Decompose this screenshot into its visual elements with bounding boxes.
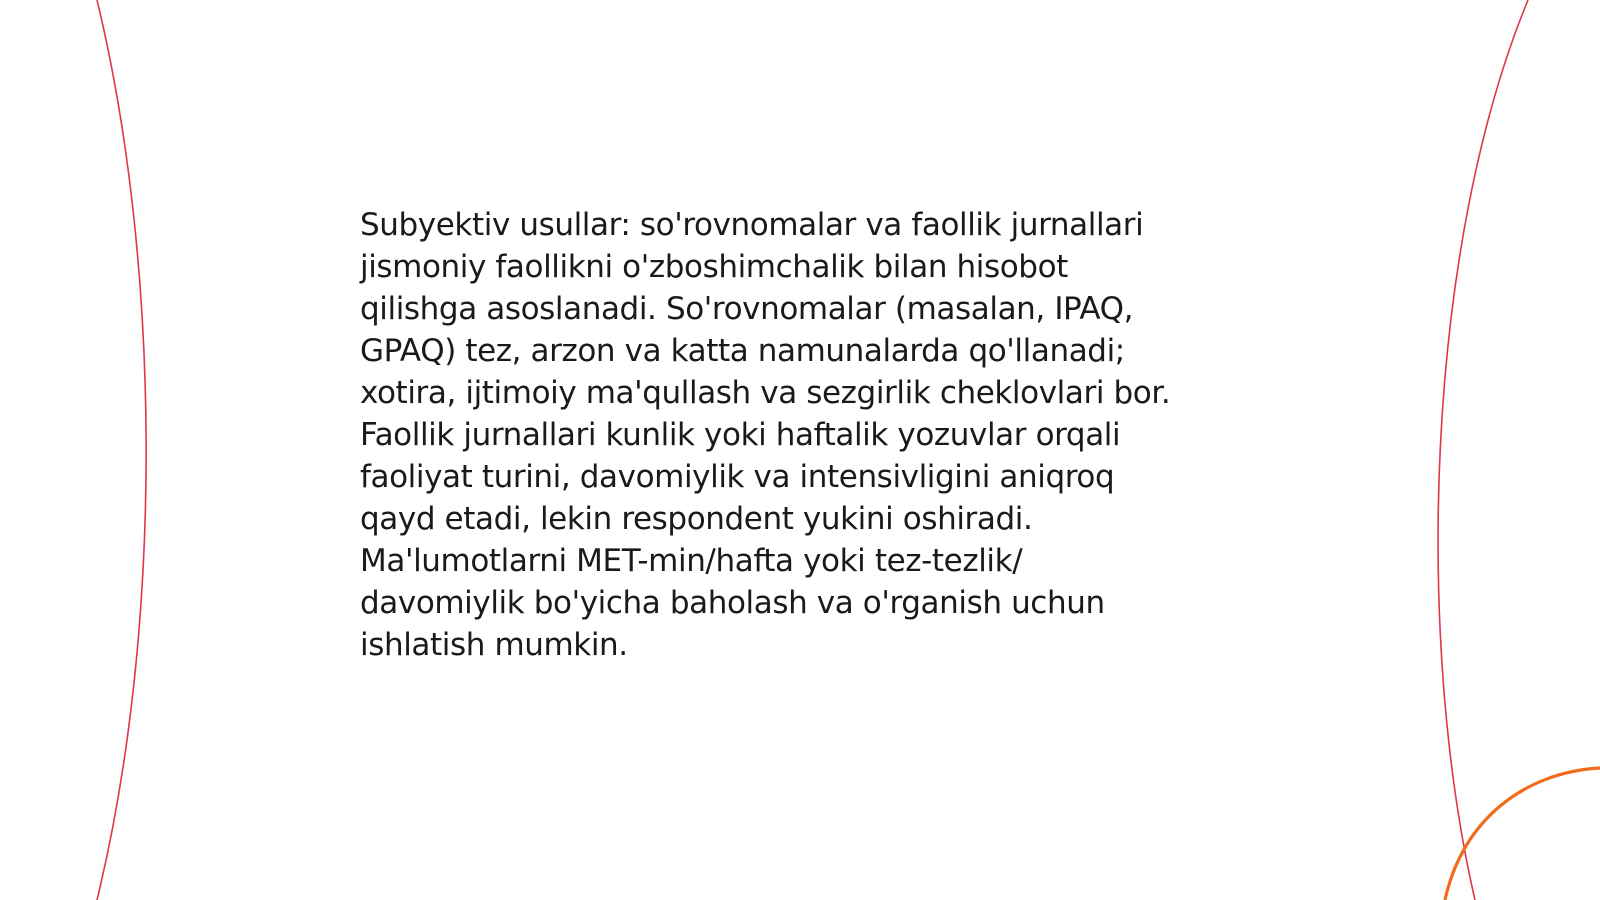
right-curve	[1438, 0, 1528, 900]
left-curve	[97, 0, 146, 900]
text-line: qayd etadi, lekin respondent yukini oshiradi.	[360, 501, 1033, 537]
text-line: davomiylik bo'yicha baholash va o'rganish uchun	[360, 585, 1105, 621]
text-line: GPAQ) tez, arzon va katta namunalarda qo'llanadi;	[360, 333, 1125, 369]
slide-body-text	[360, 204, 1240, 666]
text-line: ishlatish mumkin.	[360, 627, 628, 663]
text-line: faoliyat turini, davomiylik va intensivligini aniqroq	[360, 459, 1115, 495]
text-line: jismoniy faollikni o'zboshimchalik bilan hisobot	[360, 249, 1068, 285]
orange-arc	[1445, 768, 1600, 900]
text-line: Ma'lumotlarni MET-min/hafta yoki tez-tezlik/	[360, 543, 1023, 579]
text-line: Faollik jurnallari kunlik yoki haftalik yozuvlar orqali	[360, 417, 1121, 453]
text-line: xotira, ijtimoiy ma'qullash va sezgirlik cheklovlari bor.	[360, 375, 1171, 411]
text-line: qilishga asoslanadi. So'rovnomalar (masalan, IPAQ,	[360, 291, 1134, 327]
text-line: Subyektiv usullar: so'rovnomalar va faollik jurnallari	[360, 207, 1144, 243]
